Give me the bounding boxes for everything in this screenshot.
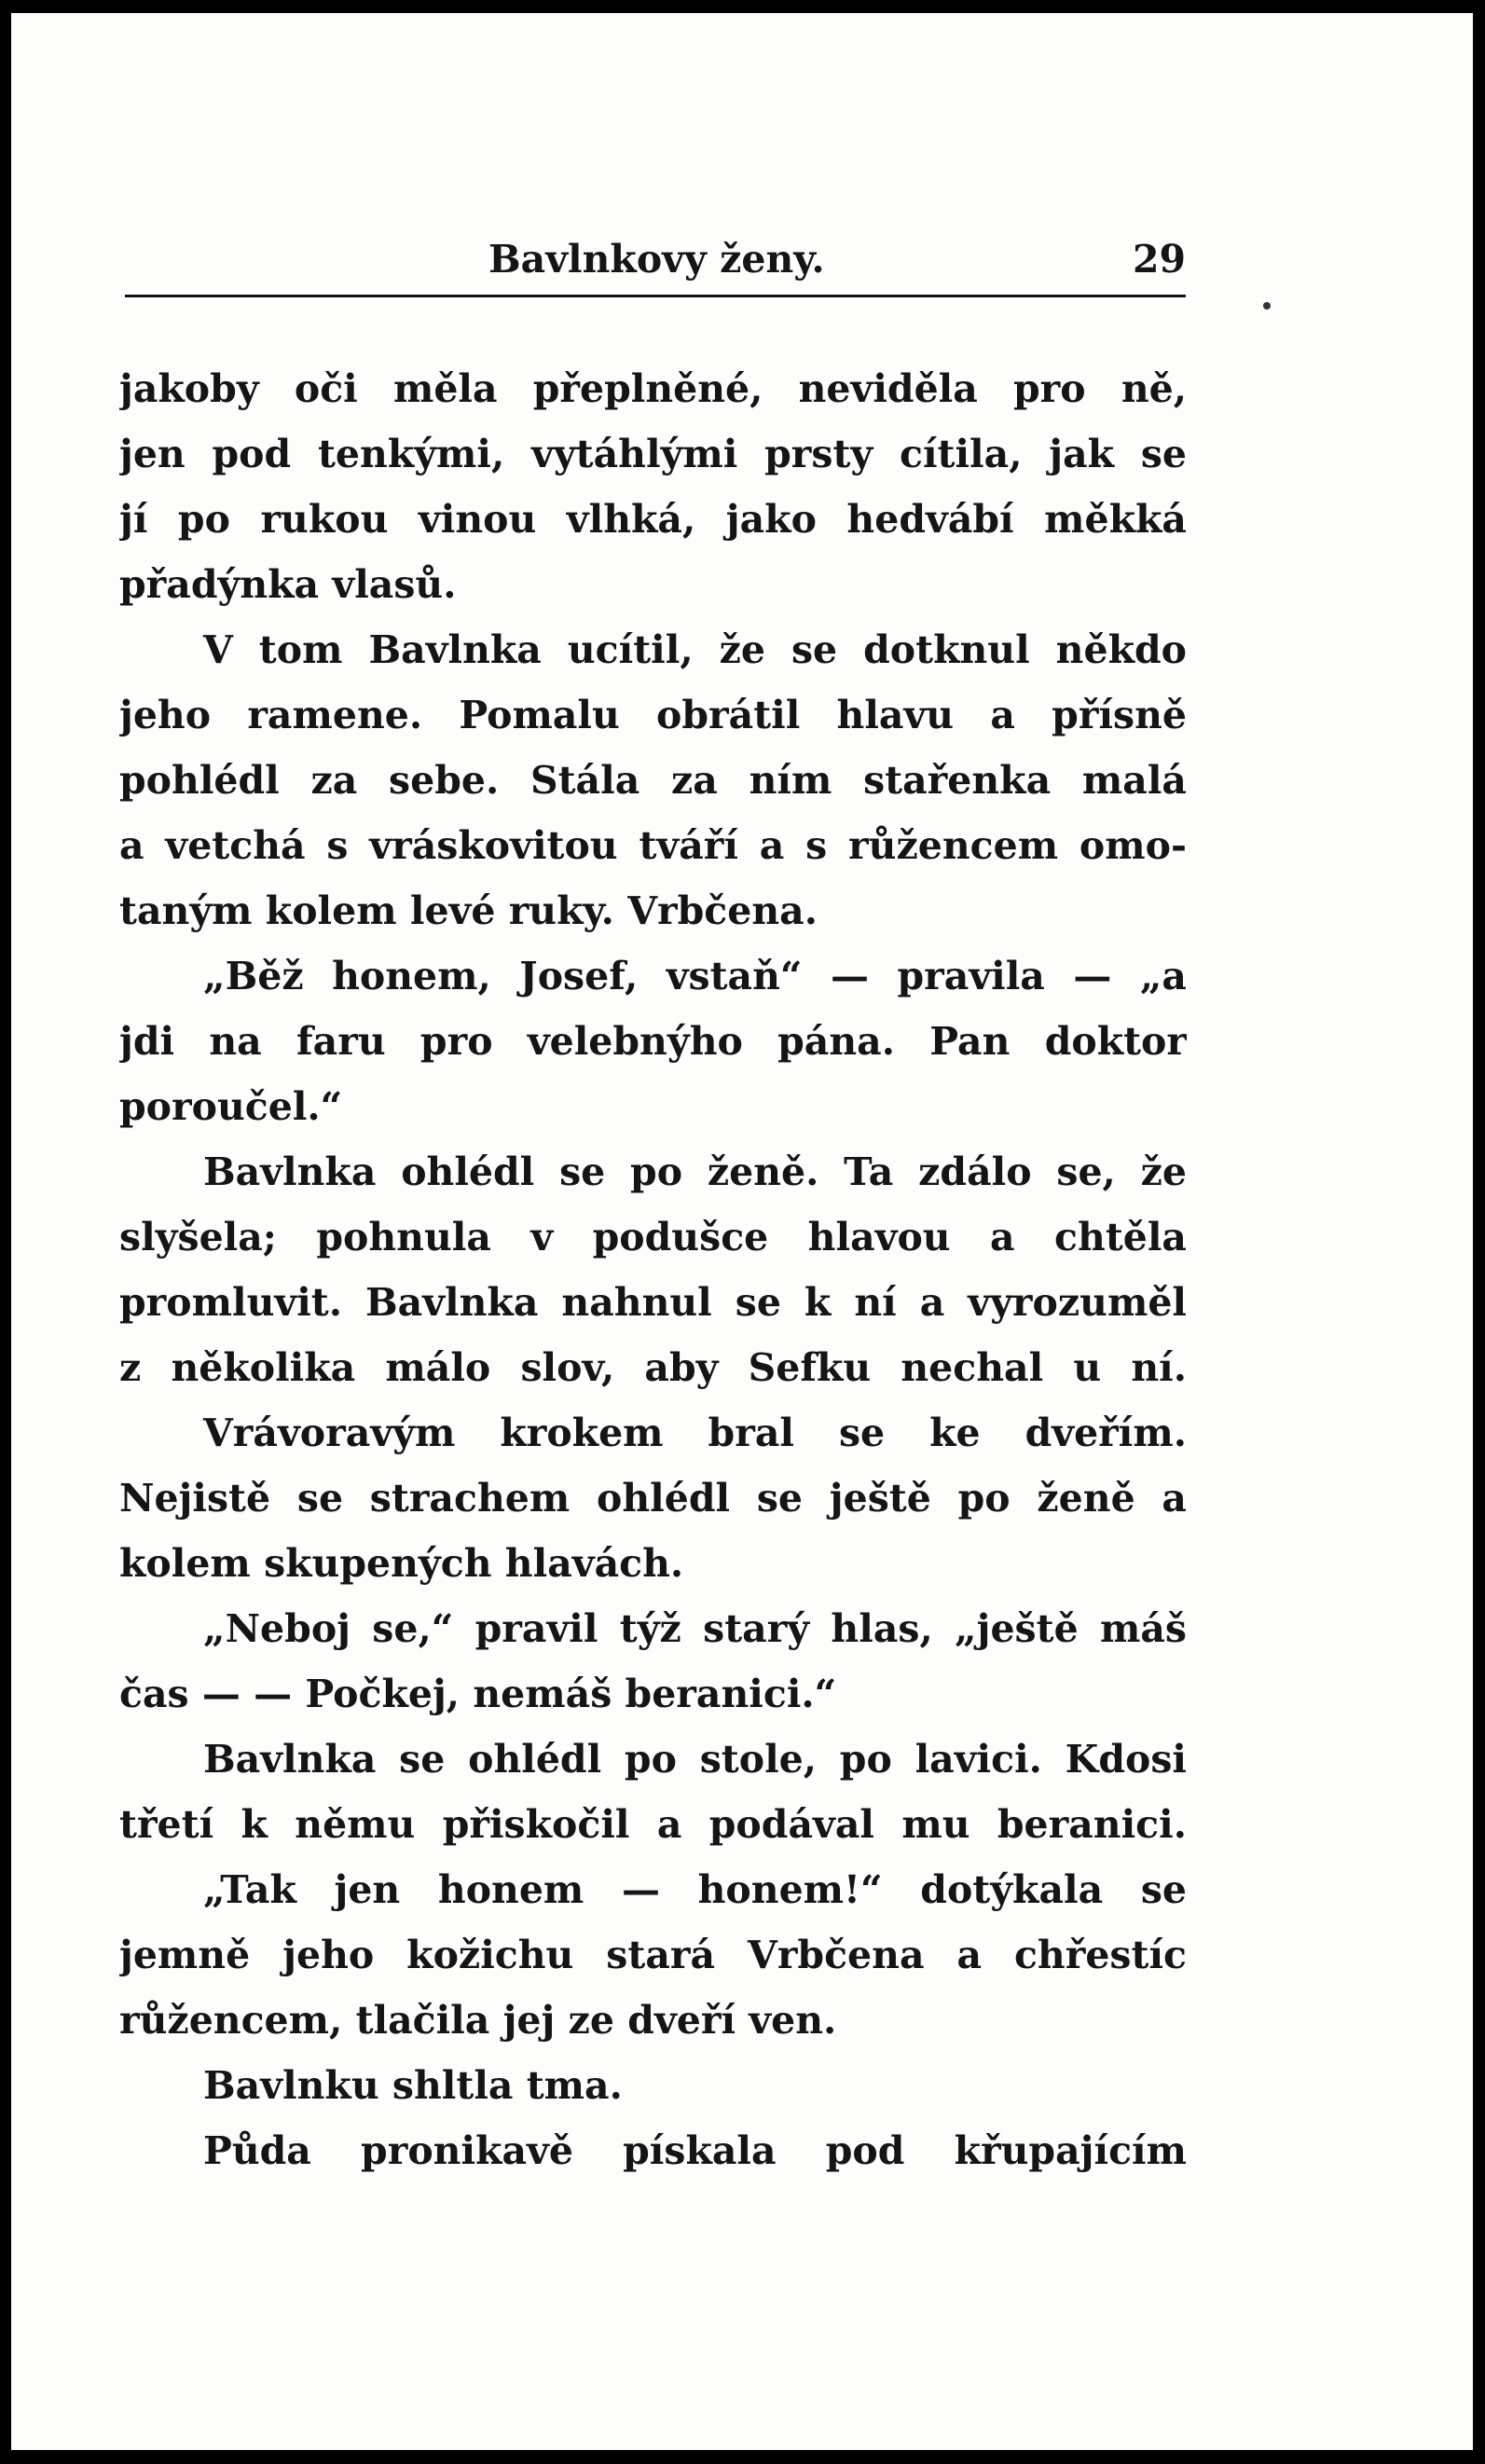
text-line: jdi na faru pro velebnýho pána. Pan doktor <box>119 1019 1187 1064</box>
text-line: poroučel.“ <box>119 1084 343 1129</box>
text-line: jí po rukou vinou vlhká, jako hedvábí měkká <box>119 497 1187 542</box>
text-line: V tom Bavlnka ucítil, že se dotknul někdo <box>203 627 1187 672</box>
page-number: 29 <box>1132 237 1186 282</box>
text-line: z několika málo slov, aby Sefku nechal u ní. <box>119 1345 1187 1390</box>
text-line: taným kolem levé ruky. Vrbčena. <box>119 888 818 933</box>
text-line: třetí k němu přiskočil a podával mu beranici. <box>119 1802 1187 1847</box>
text-line: Nejistě se strachem ohlédl se ještě po ženě a <box>119 1476 1187 1521</box>
text-line: „Neboj se,“ pravil týž starý hlas, „ještě máš <box>203 1606 1187 1651</box>
text-line: pohlédl za sebe. Stála za ním stařenka malá <box>119 758 1187 803</box>
text-line: Bavlnka se ohlédl po stole, po lavici. Kdosi <box>203 1737 1187 1782</box>
text-line: „Tak jen honem — honem!“ dotýkala se <box>203 1867 1187 1912</box>
text-line: jakoby oči měla přeplněné, neviděla pro ně, <box>119 366 1187 411</box>
print-speck <box>1263 302 1271 310</box>
text-line: a vetchá s vráskovitou tváří a s růžencem omo- <box>119 823 1187 868</box>
running-title: Bavlnkovy ženy. <box>488 237 825 282</box>
text-line: slyšela; pohnula v podušce hlavou a chtěla <box>119 1215 1187 1260</box>
text-line: „Běž honem, Josef, vstaň“ — pravila — „a <box>203 954 1187 998</box>
text-line: přadýnka vlasů. <box>119 562 457 607</box>
text-line: jeho ramene. Pomalu obrátil hlavu a přísně <box>119 693 1187 737</box>
text-line: jemně jeho kožichu stará Vrbčena a chřestíc <box>119 1933 1187 1977</box>
text-line: Vrávoravým krokem bral se ke dveřím. <box>203 1411 1187 1455</box>
text-line: Bavlnka ohlédl se po ženě. Ta zdálo se, že <box>203 1149 1187 1194</box>
text-line: jen pod tenkými, vytáhlými prsty cítila, jak se <box>119 432 1187 476</box>
text-line: Bavlnku shltla tma. <box>203 2063 623 2108</box>
text-line: čas — — Počkej, nemáš beranici.“ <box>119 1672 837 1716</box>
text-line: růžencem, tlačila jej ze dveří ven. <box>119 1998 837 2043</box>
body-text <box>119 356 1187 2183</box>
page-header <box>125 237 1186 297</box>
text-line: Půda pronikavě pískala pod křupajícím <box>203 2128 1187 2173</box>
book-page <box>11 13 1473 2450</box>
text-line: kolem skupených hlavách. <box>119 1541 684 1586</box>
text-line: promluvit. Bavlnka nahnul se k ní a vyrozuměl <box>119 1280 1187 1325</box>
